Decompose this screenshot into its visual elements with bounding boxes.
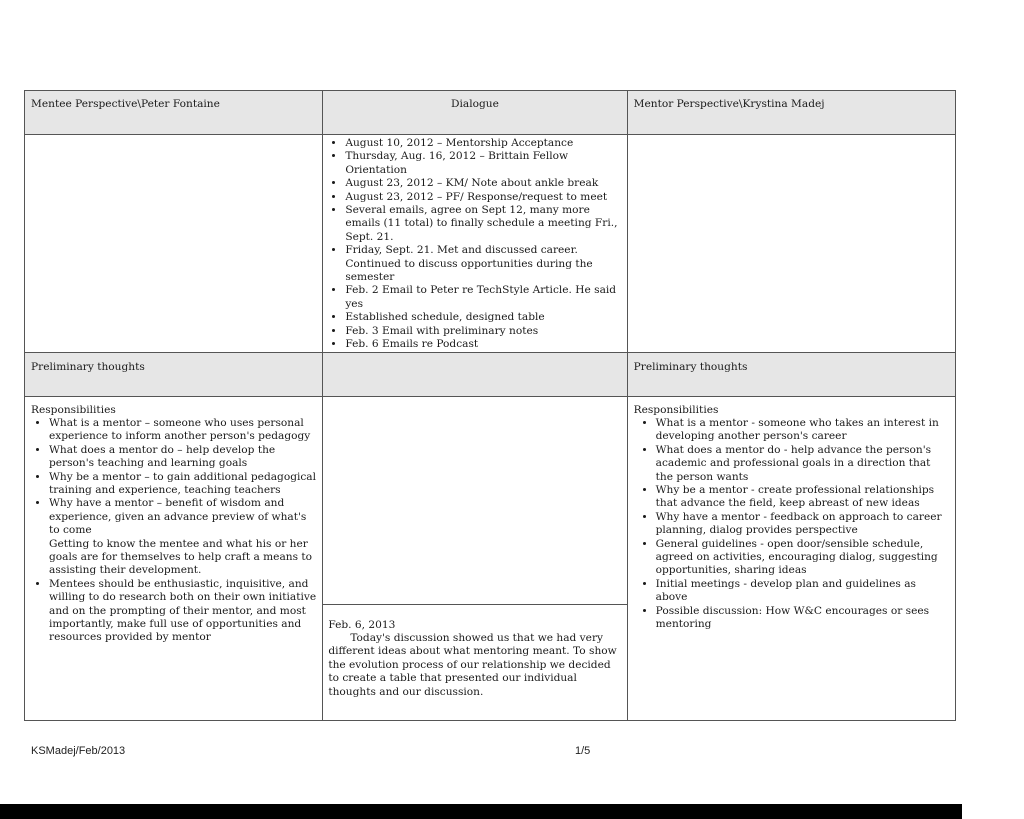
list-item-text: Why have a mentor – benefit of wisdom and experience, given an advance preview of what's to come [49,497,307,537]
dialogue-row [25,135,956,353]
list-item: • August 23, 2012 – KM/ Note about ankle break [345,177,622,190]
list-item: • Feb. 2 Email to Peter re TechStyle Article. He said yes [345,284,622,311]
mentee-empty-cell [25,135,323,353]
dialogue-note [323,605,626,705]
mentor-header-cell [627,91,955,135]
preliminary-row [25,352,956,396]
mentee-prelim-cell [25,352,323,396]
list-item [49,497,316,577]
footer-author-date: KSMadej/Feb/2013 [31,745,126,757]
header-row [25,91,956,135]
list-item: • Possible discussion: How W&C encourages or sees mentoring [656,605,949,632]
dialogue-note-cell [323,396,627,720]
page-number: 1/5 [575,745,591,757]
bottom-black-bar [0,804,962,819]
list-item: • Feb. 6 Emails re Podcast [345,338,622,351]
mentee-resp-list [31,417,316,645]
list-item: • Why be a mentor - create professional relationships that advance the field, keep abreast of new ideas [656,484,949,511]
list-item: • General guidelines - open door/sensible schedule, agreed on activities, encouraging dialog, suggesting opportunities, sharing ideas [656,538,949,578]
mentor-header: Mentor Perspective\Krystina Madej [633,98,825,110]
list-item: • Mentees should be enthusiastic, inquisitive, and willing to do research both on their own initiative and on the prompting of their mentor, and most importantly, make full use of opportunities and resources provided by mentor [49,578,316,645]
list-item: • Established schedule, designed table [345,311,622,324]
list-item: • August 23, 2012 – PF/ Response/request to meet [345,191,622,204]
list-item: • August 10, 2012 – Mentorship Acceptance [345,137,622,150]
mentee-resp-heading: Responsibilities [31,403,116,416]
dialogue-list-cell [323,135,627,353]
list-item: • Why have a mentor - feedback on approach to career planning, dialog provides perspective [656,511,949,538]
list-item: • Initial meetings - develop plan and guidelines as above [656,578,949,605]
mentee-prelim-label: Preliminary thoughts [31,360,145,373]
dialogue-prelim-cell [323,352,627,396]
dialogue-header: Dialogue [451,98,499,110]
responsibilities-row [25,396,956,720]
mentee-header: Mentee Perspective\Peter Fontaine [31,98,220,110]
list-item-continuation: Getting to know the mentee and what his or her goals are for themselves to help craft a means to assisting their development. [49,537,313,577]
list-item: • Several emails, agree on Sept 12, many more emails (11 total) to finally schedule a meeting Fri., Sept. 21. [345,204,622,244]
list-item: • Friday, Sept. 21. Met and discussed career. Continued to discuss opportunities during the semester [345,244,622,284]
dialogue-header-cell [323,91,627,135]
mentor-prelim-label: Preliminary thoughts [633,360,748,373]
list-item: • What does a mentor do – help develop the person's teaching and learning goals [49,444,316,471]
mentor-responsibilities-cell [627,396,955,720]
list-item: • What does a mentor do - help advance the person's academic and professional goals in a direction that the person wants [656,444,949,484]
list-item: • What is a mentor – someone who uses personal experience to inform another person's pedagogy [49,417,316,444]
mentee-responsibilities-cell [25,396,323,720]
note-text: Today's discussion showed us that we had very different ideas about what mentoring meant. To show the evolution process of our relationship we decided to create a table that presented our individual thoughts and our discussion. [328,631,617,698]
mentor-prelim-cell [627,352,955,396]
list-item: • Why be a mentor – to gain additional pedagogical training and experience, teaching teachers [49,471,316,498]
list-item: • What is a mentor - someone who takes an interest in developing another person's career [656,417,949,444]
list-item: • Thursday, Aug. 16, 2012 – Brittain Fellow Orientation [345,150,622,177]
mentee-header-cell [25,91,323,135]
mentor-resp-list [634,417,949,632]
mentorship-table [24,90,956,721]
note-date: Feb. 6, 2013 [328,618,396,631]
mentor-resp-heading: Responsibilities [633,403,719,416]
list-item: • Feb. 3 Email with preliminary notes [345,325,622,338]
dialogue-list [327,137,622,352]
mentor-empty-cell [627,135,955,353]
dialogue-empty-area [323,397,626,605]
